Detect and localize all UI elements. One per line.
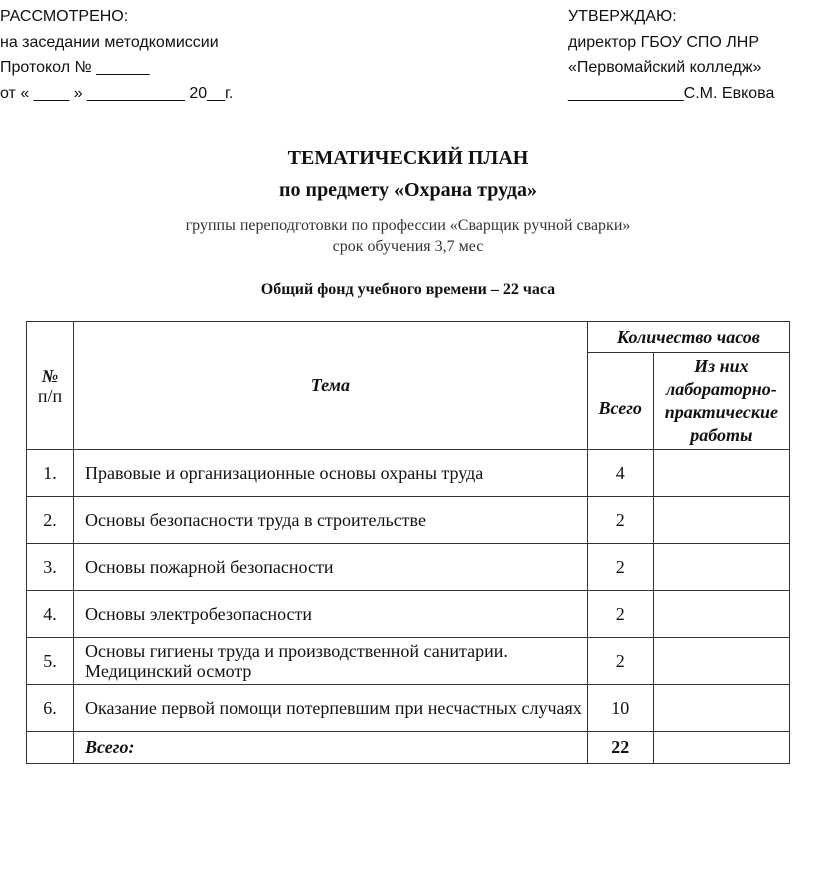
approval-right-line2: директор ГБОУ СПО ЛНР [568, 33, 759, 51]
header-num-sign: № [41, 365, 59, 386]
row-lab [653, 638, 789, 685]
header-lab: Из них лабораторно-практические работы [653, 353, 789, 450]
row-topic: Основы пожарной безопасности [74, 544, 588, 591]
row-num: 6. [27, 685, 74, 732]
table-row [27, 497, 790, 544]
approval-right-line1: УТВЕРЖДАЮ: [568, 8, 677, 25]
total-empty-cell [27, 732, 74, 764]
row-num: 4. [27, 591, 74, 638]
table-row [27, 638, 790, 685]
row-num: 1. [27, 450, 74, 497]
thematic-plan-table [26, 321, 790, 764]
table-row [27, 450, 790, 497]
header-hours: Количество часов [587, 322, 789, 353]
row-lab [653, 450, 789, 497]
header-total: Всего [587, 353, 653, 450]
total-value: 22 [587, 732, 653, 764]
row-num: 3. [27, 544, 74, 591]
row-topic: Правовые и организационные основы охраны труда [74, 450, 588, 497]
header-num [27, 322, 74, 450]
row-total: 4 [587, 450, 653, 497]
approval-left-line2: на заседании методкомиссии [0, 33, 219, 51]
row-topic: Основы гигиены труда и производственной санитарии. Медицинский осмотр [74, 638, 588, 685]
table-row [27, 685, 790, 732]
approval-right-line3: «Первомайский колледж» [568, 59, 762, 76]
term-line: срок обучения 3,7 мес [332, 238, 484, 255]
approval-right-line4: _____________С.М. Евкова [568, 84, 775, 102]
header-topic: Тема [74, 322, 588, 450]
row-total: 2 [587, 638, 653, 685]
table-total-row [27, 732, 790, 764]
row-total: 2 [587, 497, 653, 544]
document-title: ТЕМАТИЧЕСКИЙ ПЛАН [287, 147, 529, 169]
row-lab [653, 685, 789, 732]
approval-left-line1: РАССМОТРЕНО: [0, 8, 129, 25]
approval-block-right [568, 4, 774, 106]
header-num-sub: п/п [37, 385, 63, 406]
table-header-row [27, 322, 790, 353]
row-total: 2 [587, 544, 653, 591]
document-subject: по предмету «Охрана труда» [279, 179, 537, 201]
row-lab [653, 544, 789, 591]
row-total: 2 [587, 591, 653, 638]
approval-block-left [0, 4, 233, 106]
row-topic: Основы электробезопасности [74, 591, 588, 638]
row-num: 2. [27, 497, 74, 544]
row-topic: Основы безопасности труда в строительстве [74, 497, 588, 544]
row-topic: Оказание первой помощи потерпевшим при несчастных случаях [74, 685, 588, 732]
row-lab [653, 591, 789, 638]
table-row [27, 591, 790, 638]
total-lab-cell [653, 732, 789, 764]
row-total: 10 [587, 685, 653, 732]
table-row [27, 544, 790, 591]
approval-left-line4: от « ____ » ___________ 20__г. [0, 84, 234, 102]
fund-line: Общий фонд учебного времени – 22 часа [260, 281, 556, 298]
row-lab [653, 497, 789, 544]
group-line: группы переподготовки по профессии «Сварщик ручной сварки» [185, 217, 631, 234]
row-num: 5. [27, 638, 74, 685]
total-label: Всего: [74, 732, 588, 764]
approval-left-line3: Протокол № ______ [0, 59, 150, 76]
